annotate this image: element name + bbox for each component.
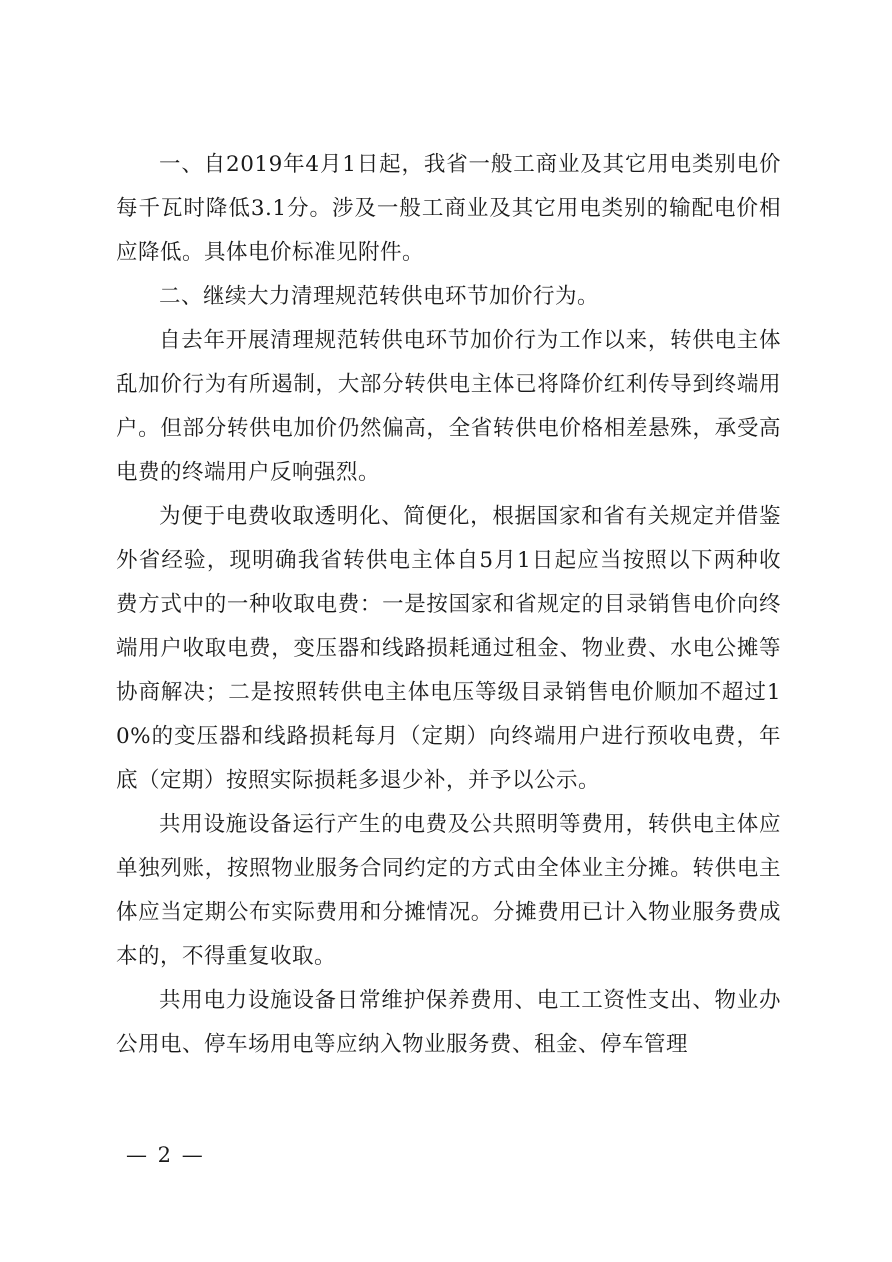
paragraph-background: 自去年开展清理规范转供电环节加价行为工作以来，转供电主体乱加价行为有所遏制，大部分转供电主体已将降价红利传导到终端用户。但部分转供电加价仍然偏高，全省转供电价格相差悬殊，承受高电费的终端用户反响强烈。 xyxy=(116,328,781,485)
page-number: — 2 — xyxy=(126,1143,205,1167)
section-heading-transfer-supply: 二、继续大力清理规范转供电环节加价行为。 xyxy=(159,284,600,309)
paragraph-shared-facility-costs: 共用设施设备运行产生的电费及公共照明等费用，转供电主体应单独列账，按照物业服务合同约定的方式由全体业主分摊。转供电主体应当定期公布实际费用和分摊情况。分摊费用已计入物业服务费成本的，不得重复收取。 xyxy=(116,812,781,969)
document-body xyxy=(116,143,781,1067)
paragraph-maintenance-costs: 共用电力设施设备日常维护保养费用、电工工资性支出、物业办公用电、停车场用电等应纳入物业服务费、租金、停车管理 xyxy=(116,988,781,1057)
paragraph-price-reduction: 一、自2019年4月1日起，我省一般工商业及其它用电类别电价每千瓦时降低3.1分。涉及一般工商业及其它用电类别的输配电价相应降低。具体电价标准见附件。 xyxy=(116,152,781,265)
paragraph-charging-methods: 为便于电费收取透明化、简便化，根据国家和省有关规定并借鉴外省经验，现明确我省转供电主体自5月1日起应当按照以下两种收费方式中的一种收取电费：一是按国家和省规定的目录销售电价向终端用户收取电费，变压器和线路损耗通过租金、物业费、水电公摊等协商解决；二是按照转供电主体电压等级目录销售电价顺加不超过10%的变压器和线路损耗每月（定期）向终端用户进行预收电费，年底（定期）按照实际损耗多退少补，并予以公示。 xyxy=(116,504,781,793)
